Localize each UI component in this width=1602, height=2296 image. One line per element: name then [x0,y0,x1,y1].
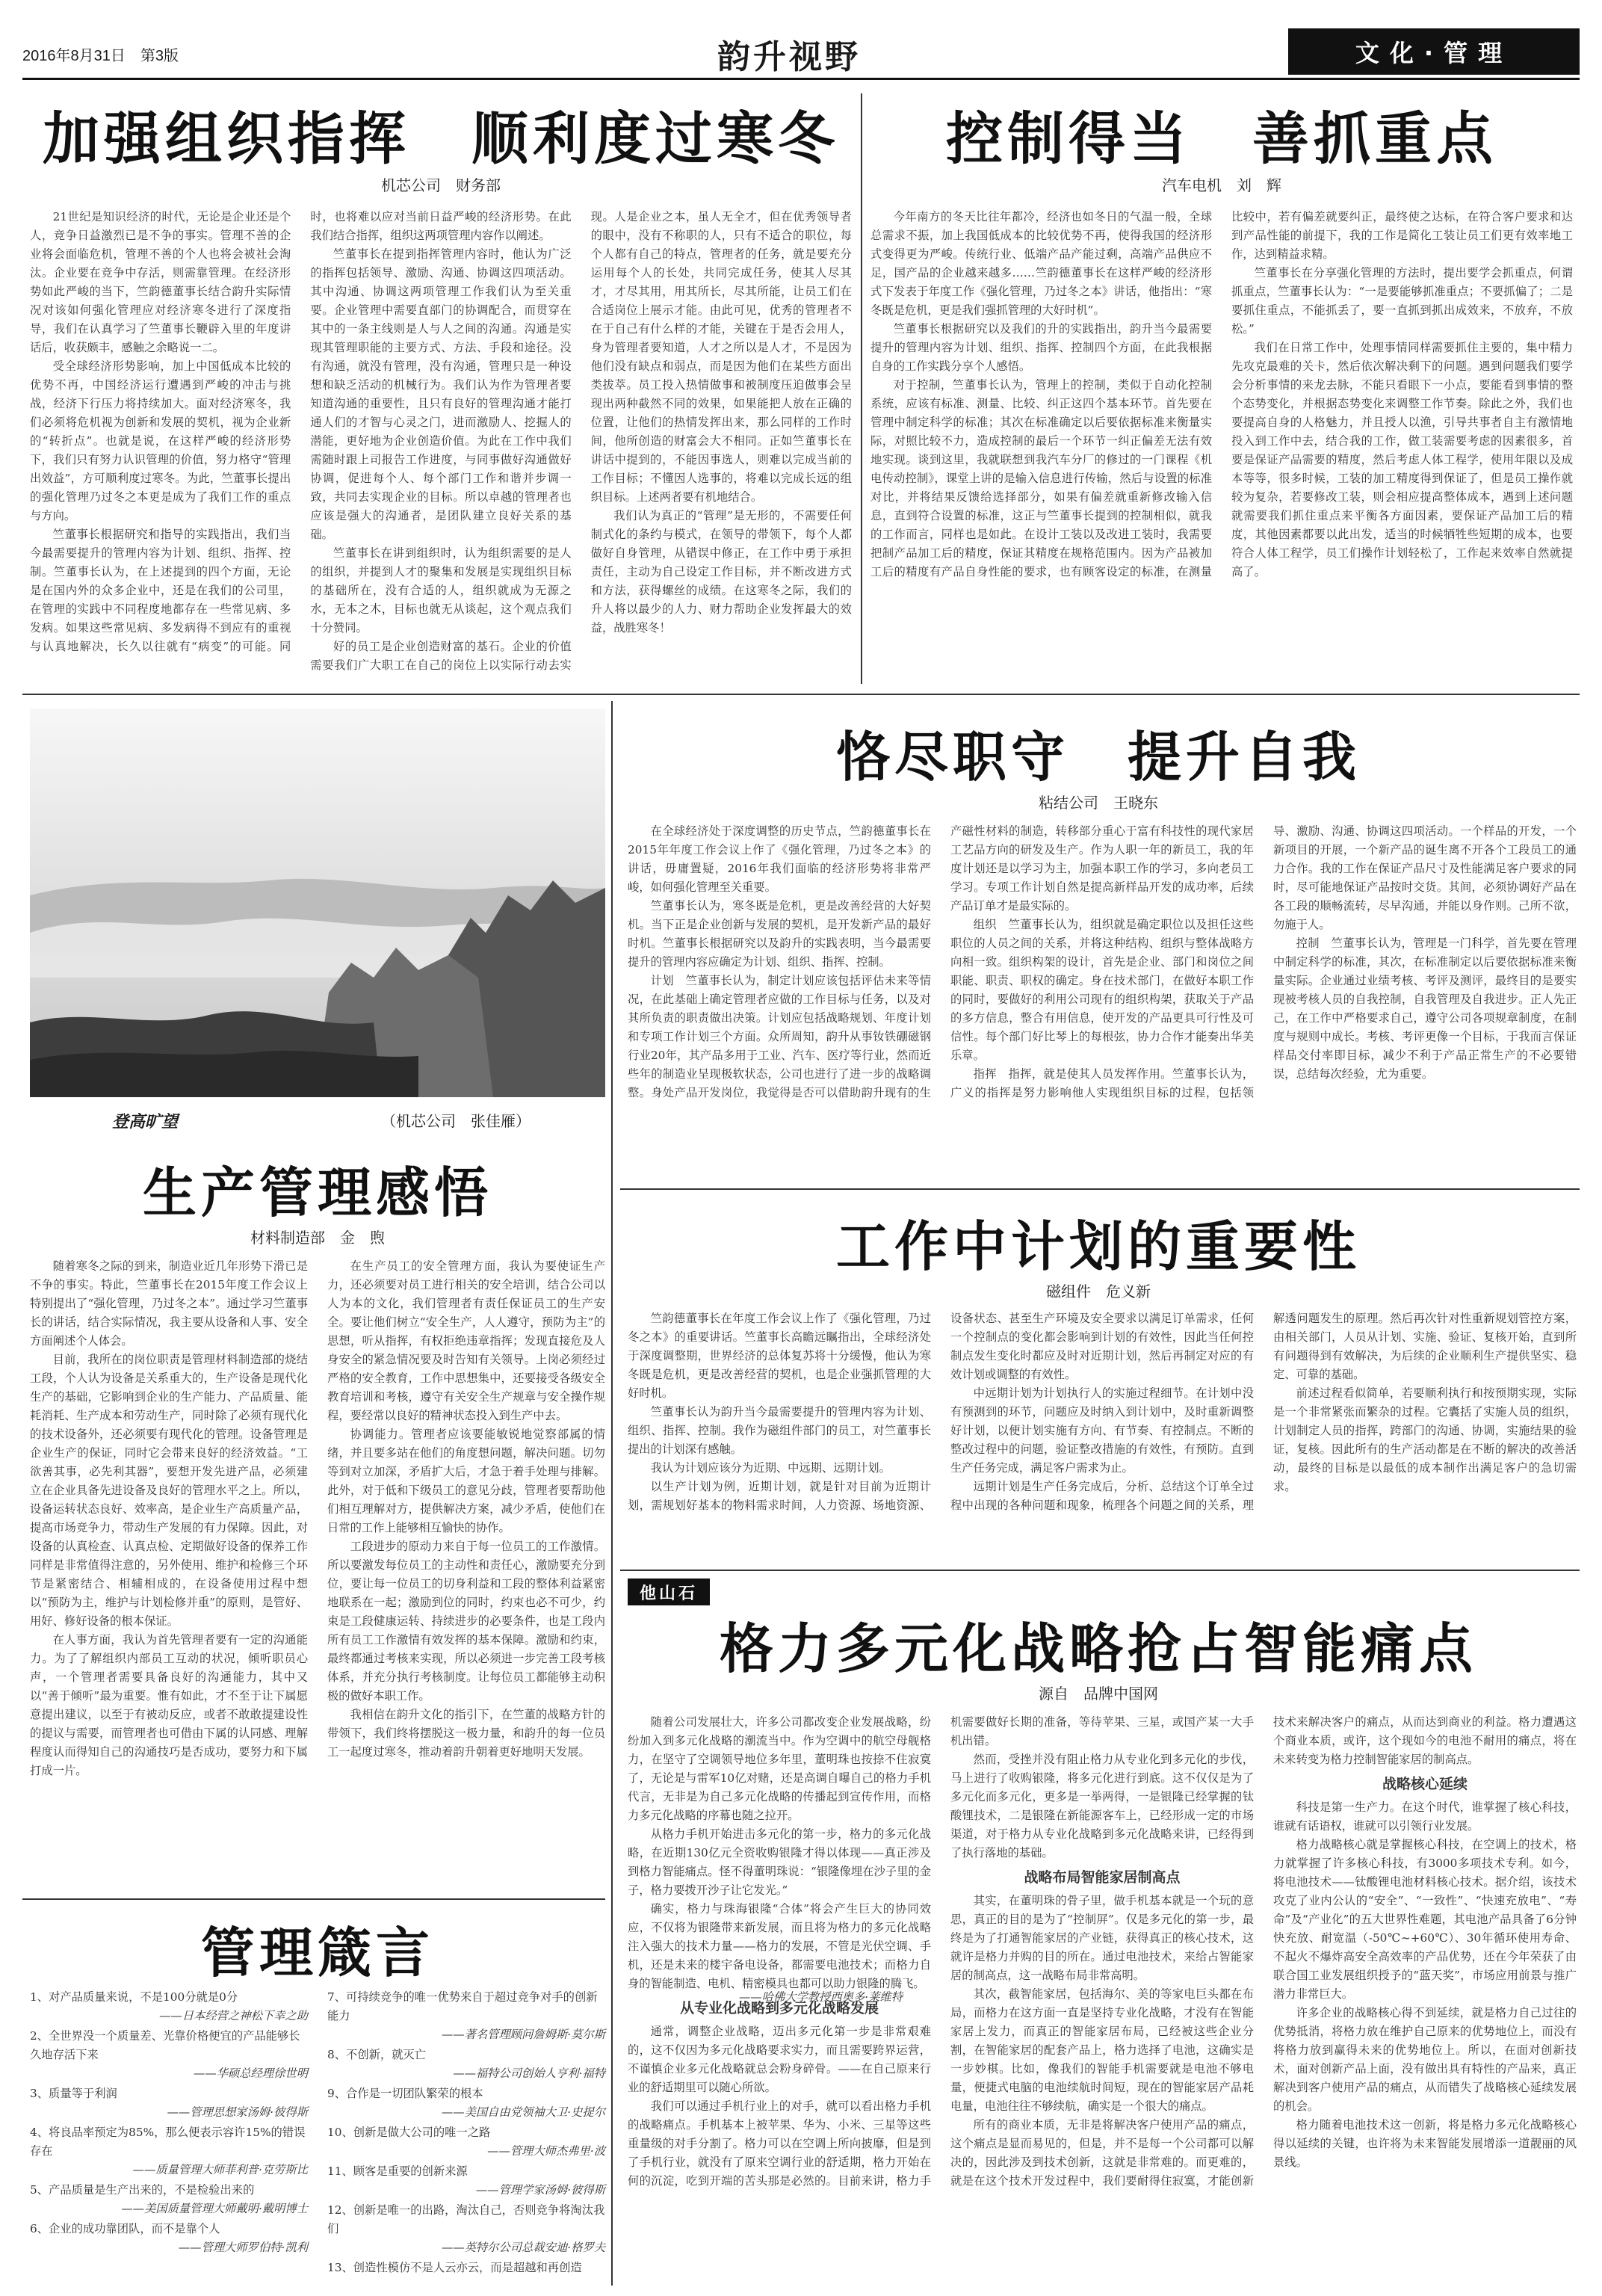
paragraph: 然而，受挫并没有阻止格力从专业化到多元化的步伐，马上进行了收购银隆，将多元化进行到底。这不仅仅是为了多元化而多元化，更多是一举两得，一是银隆已经掌握的钛酸锂技术，二是银隆在新能源客车上，已经形成一定的市场渠道，对于格力从专业化战略到多元化战略来讲，已经得到了执行落地的基础。 [950,1753,1254,1860]
paragraph: 其次，截智能家居，包括海尔、美的等家电巨头都在布局，而格力在这方面一直是坚持专业化战略，才没有在智能家居上发力，而真正的智能家居布局，已经被这些企业分割，在智能家居的配套产品上，格力选择了电池，这确实是一步妙棋。比如，像我们的智能手机需要就是电池不够电量，便捷式电脑的电池续航时间短，现在的智能家居产品耗电量，电池往往不够续航，确实是一个很大的痛点。 [950,1987,1254,2113]
paragraph: 竺董事长认为韵升当今最需要提升的管理内容为计划、组织、指挥、控制。我作为磁组件部门的员工，对竺董事长提出的计划深有感触。 [628,1405,931,1456]
subheading: 战略布局智能家居制高点 [1024,1869,1181,1886]
paragraph: 协调能力。管理者应该要能敏锐地觉察部属的情绪，并且要多站在他们的角度想问题，解决问题。切勿等到对立加深，矛盾扩大后，才急于着手处理与排解。此外，对于低和下级员工的意见分歧，管理者要帮助他们相互理解对方，提供解决方案，减少矛盾，使他们在日常的工作上能够相互愉快的协作。 [327,1428,605,1534]
paragraph: 科技是第一生产力。在这个时代，谁掌握了核心科技，谁就有话语权，谁就可以引领行业发展。 [1273,1800,1577,1833]
article-3-byline: 粘结公司 王晓东 [1039,794,1158,812]
article-2-title: 控制得当 善抓重点 [946,105,1497,172]
section-divider-left-1 [22,1898,605,1900]
quote-item: 12、创新是唯一的出路，淘汰自己，否则竞争将淘汰我们 ——英特尔公司总裁安迪·格罗夫 [327,2203,605,2254]
paragraph: 前述过程看似简单，若要顺利执行和按预期实现，实际是一个非常紧张而繁杂的过程。它囊括了实施人员的组织，计划制定人员的指挥，跨部门的沟通、协调，实施结果的验证，复核。因此所有的生产活动都是在不断的解决的改善活动，最终的目标是以最低的成本制作出满足客户的急切需求。 [1273,1386,1577,1493]
quote-item: 5、产品质量是生产出来的，不是检验出来的 ——美国质量管理大师戴明·戴明博士 [30,2183,308,2215]
paragraph: 格力战略核心就是掌握核心科技，在空调上的技术，格力就掌握了许多核心科技，有3000多项技术专利。如今，将电池技术——钛酸锂电池材料核心技术。据介绍，该技术攻克了业内公认的“安全”、“一致性”、“快速充放电”、“寿命”及“产业化”的五大世界性难题，其电池产品具备了6分钟快充放、耐宽温（-50℃~+60℃）、30年循环使用寿命、不起火不爆炸高安全高效率的产品优势，还在今年荣获了由联合国工业发展组织授予的“蓝天奖”，市场应用前景与推广潜力非常巨大。 [1273,1838,1577,2001]
paragraph: 组织 竺董事长认为，组织就是确定职位以及担任这些职位的人员之间的关系，并将这种结构、组织与整体战略方向相一致。组织构架的设计，首先是企业、部门和岗位之间职能、职责、职权的确定。身在技术部门，在做好本职工作的同时，要做好的利用公司现有的组织构架，获取关于产品的多方信息，整合有用信息，使开发的产品更具可行性及可信性。每个部门好比琴上的每根弦，协力合作才能奏出华美乐章。 [950,918,1254,1062]
article-1-byline: 机芯公司 财务部 [381,176,501,194]
quote-item: 7、可持续竞争的唯一优势来自于超过竞争对手的创新能力 ——著名管理顾问詹姆斯·莫尔斯 [327,1990,605,2041]
paragraph: 在全球经济处于深度调整的历史节点，竺韵德董事长在2015年年度工作会议上作了《强化管理，乃过冬之本》的讲话，毋庸置疑，2016年我们面临的经济形势将非常严峻，如何强化管理至关重要。 [628,824,931,894]
article-5-byline: 磁组件 危义新 [1046,1283,1151,1300]
article-7-title: 管理箴言 [200,1922,434,1984]
article-6-byline: 源自 品牌中国网 [1039,1685,1158,1703]
paragraph: 在生产员工的安全管理方面，我认为要使证生产力，还必须要对员工进行相关的安全培训，结合公司以人为本的文化，我们管理者有责任保证员工的生产安全。要让他们树立“安全生产，人人遵守，预防为主”的思想，听从指挥，有权拒绝违章指挥；发现直接危及人身安全的紧急情况要及时告知有关领导。上岗必须经过严格的安全教育，工作中思想集中，还要接受各级安全教育培训和考核，遵守有关安全生产规章与安全操作规程，要经常以良好的精神状态投入到生产中去。 [327,1259,605,1422]
quote-item: 13、创造性模仿不是人云亦云，而是超越和再创造 ——哈佛大学教授西奥多·莱维特 [327,1990,903,2274]
quote-item: 6、企业的成功靠团队，而不是靠个人 ——管理大师罗伯特·凯利 [30,2222,308,2254]
column-tag: 他山石 [628,1578,710,1605]
quote-item: 2、全世界没一个质量差、光靠价格便宜的产品能够长久地存活下来 ——华硕总经理徐世明 [30,2029,308,2080]
article-3-body [628,822,1577,1181]
paragraph: 我们认为真正的“管理”是无形的，不需要任何制式化的条约与模式，在领导的带领下，每个人都做好自身管理，从错误中修正，在工作中勇于承担责任，主动为自己设定工作目标，并不断改进方式和方法，获得螺丝的成绩。在这寒冬之际，我们的升人将以最少的人力、财力帮助企业发挥最大的效益，战胜寒冬！ [590,509,852,635]
paragraph: 21世纪是知识经济的时代，无论是企业还是个人，竞争日益激烈已是不争的事实。管理不善的企业将会面临危机，管理不善的个人也将会被社会淘汰。企业要在竞争中存活，则需靠管理。在经济形势如此严峻的当下，竺韵德董事长结合韵升实际情况对该如何强化管理应对经济寒冬进行了深度指导，我们在认真学习了竺董事长鞭辟入里的年度讲话后，收获颇丰，感触之余略说一二。 [30,210,291,354]
section-divider-right-2 [620,1570,1580,1571]
paragraph: 控制 竺董事长认为，管理是一门科学，首先要在管理中制定科学的标准，其次，在标准制定以后要依据标准来衡量实际。企业通过业绩考核、考评及测评，最终目的是要实现被考核人员的自我控制，自我管理及自我进步。正人先正己，在工作中严格要求自己，遵守公司各项规章制度，在制度与规则中成长。考核、考评更像一个目标，于我而言保证样品交付率即目标，减少不利于产品正常生产的不必要错误，总结每次经验，尤为重要。 [1273,936,1577,1081]
paragraph: 竺董事长根据研究以及我们的升的实践指出，韵升当今最需要提升的管理内容为计划、组织、指挥、控制四个方面，在此我根据自身的工作实践分享个人感悟。 [870,322,1212,373]
article-3-title: 恪尽职守 提升自我 [835,726,1361,789]
article-5-title: 工作中计划的重要性 [835,1215,1361,1278]
section-divider-right-1 [620,1188,1580,1190]
article-5-body [628,1309,1577,1564]
paragraph: 所有的商业本质，无非是将解决客户使用产品的痛点，这个痛点是显而易见的，但是，并不是每一个公司都可以解决的，因此涉及到技术创新，这就是非常难的。而更难的，就是在这个技术开发过程中，我们要耐得住寂寞，才能创新技术来解决客户的痛点，从而达到商业的利益。格力遭遇这个商业本质，或许，这个现如今的电池不耐用的痛点，将在未来转变为格力控制智能家居的制高点。 [950,1715,1577,2188]
paragraph: 竺董事长在分享强化管理的方法时，提出要学会抓重点，何谓抓重点，竺董事长认为：“一是要能够抓准重点；不要抓偏了；二是要抓住重点，不能抓丢了，要一直抓到抓出成效来，不放弃，不放松。” [1231,266,1573,336]
paragraph: 我认为计划应该分为近期、中远期、远期计划。 [650,1461,891,1475]
article-2-byline: 汽车电机 刘 辉 [1162,176,1281,194]
paragraph: 好的员工是企业创造财富的基石。企业的价值需要我们广大职工在自己的岗位上以实际行动去实现。人是企业之本，虽人无全才，但在优秀领导者的眼中，没有不称职的人，只有不适合的职位，每个人都有自己的特点，管理者的任务，就是要充分运用每个人的长处，共同完成任务，使其人尽其才，才尽其用，用其所长，尽其所能，让员工们在合适岗位上展示才能。由此可见，优秀的管理者不在于自己有什么样的才能，关键在于是否会用人，身为管理者要知道，人才之所以是人才，不是因为他们没有缺点和弱点，而是因为他们在某些方面出类拔萃。员工投入热情做事和被制度压迫做事会呈现出两种截然不同的效果，如果能把人放在正确的位置，让他们的热情发挥出来，那么同样的工作时间，他所创造的财富会大不相同。正如竺董事长在讲话中提到的，不能因事选人，则难以完成当前的工作目标；不懂因人选事的，将难以完成长远的组织目标。上述两者要有机地结合。 [310,210,852,672]
paragraph: 我相信在韵升文化的指引下，在竺董的战略方针的带领下，我们终将摆脱这一极力量，和韵升的每一位员工一起度过寒冬，推动着韵升朝着更好地明天发展。 [327,1708,605,1759]
paragraph: 许多企业的战略核心得不到延续，就是格力自己过往的优势抵消，将格力放在维护自己原来的优势地位上，而没有将格力放到赢得未来的优势地位上。所以，在面对创新技术，面对创新产品上面，没有做出具有特性的产品来，真正解决到客户使用产品的痛点，从而错失了战略核心延续发展的机会。 [1273,2006,1577,2113]
quote-item: 11、顾客是重要的创新来源 ——管理学家汤姆·彼得斯 [327,2164,605,2197]
masthead-rule [22,78,1580,80]
article-1-title: 加强组织指挥 顺利度过寒冬 [43,105,839,172]
paragraph: 竺董事长在讲到组织时，认为组织需要的是人的组织，并提到人才的聚集和发展是实现组织目标的基础所在，没有合适的人，组织就成为无源之水，无本之木，目标也就无从谈起，这个观点我们十分赞同。 [310,546,572,635]
paragraph: 今年南方的冬天比往年都冷，经济也如冬日的气温一般，全球总需求不振，加上我国低成本的比较优势不再，使得我国的经济形式变得更为严峻。传统行业、低端产品产能过剩，高端产品供应不足，国产品的企业越来越多……竺韵德董事长在这样严峻的经济形式下发表于年度工作《强化管理，乃过冬之本》讲话，他指出：“寒冬既是危机，更是我们强抓管理的大好时机”。 [870,210,1212,317]
article-6-title: 格力多元化战略抢占智能痛点 [719,1617,1477,1680]
quote-item: 8、不创新，就灭亡 ——福特公司创始人亨利·福特 [327,2048,605,2080]
paragraph: 在人事方面，我认为首先管理者要有一定的沟通能力。为了了解组织内部员工互动的状况，倾听职员心声，一个管理者需要具备良好的沟通能力，其中又以“善于倾听”最为重要。惟有如此，才不至于让下属愿意提出建议，以至于有被动反应，或者不敢敢提建设性的提议与需要，而管理者也可借由下属的认同感、理解程度认而得知自己的沟通技巧是否成功，要努力和下属打成一片。 [30,1633,308,1777]
paragraph: 竺董事长根据研究和指导的实践指出，我们当今最需要提升的管理内容为计划、组织、指挥、控制。竺董事长认为，在上述提到的四个方面，无论是在国内外的众多企业中，还是在我们的公司里，在管理的实践中不同程度地都存在一些常见病、多发病。如果这些常见病、多发病得不到应有的重视与认真地解决，长久以往就有“病变”的可能。同时，也将难以应对当前日益严峻的经济形势。在此我们结合指挥，组织这两项管理内容作以阐述。 [30,210,572,653]
quote-item: 1、对产品质量来说，不是100分就是0分 ——日本经营之神松下幸之助 [30,1990,308,2022]
article-2-body [870,208,1573,686]
paragraph: 确实，格力与珠海银隆“合体”将会产生巨大的协同效应，不仅将为银隆带来新发展，而且将为格力的多元化战略注入强大的技术力量——格力的发展，不管是光伏空调、手机，还是未来的楼宇备电设备，都需要电池技术；而格力自身的智能制造、电机、精密模具也都可以助力银隆的腾飞。 [628,1902,931,1990]
photo-caption-credit: （机芯公司 张佳雁） [381,1112,531,1130]
section-divider-1 [22,694,1580,695]
article-1-body [30,208,852,686]
paragraph: 中远期计划为计划执行人的实施过程细节。在计划中没有预测到的环节，问题应及时纳入到计划中，及时重新调整好计划，以便计划实施有方向、有节奏、有控制点。不断的整改过程中的问题，验证整改措施的有效性，有预防。直到生产任务完成，满足客户需求为止。 [950,1386,1254,1475]
article-4-byline: 材料制造部 金 煦 [250,1229,385,1247]
paragraph: 计划 竺董事长认为，制定计划应该包括评估未来等情况，在此基础上确定管理者应做的工作目标与任务，以及对其所负责的职责做出决策。计划应包括战略规划、年度计划和专项工作计划三个方面。众所周知，韵升从事钕铁硼磁钢行业20年，其产品多用于工业、汽车、医疗等行业，然而近些年的制造业呈现极软状态，公司也进行了进一步的战略调整。身处产品开发岗位，我觉得是否可以借助韵升现有的生产磁性材料的制造，转移部分重心于富有科技性的现代家居工艺品方向的研发及生产。作为人职一年的新员工，我的年度计划还是以学习为主，加强本职工作的学习，多向老员工学习。专项工作计划自然是提高新样品开发的成功率，后续产品订单才是最实际的。 [628,824,1254,1099]
article-4-body [30,1257,605,1892]
quote-item: 9、合作是一切团队繁荣的根本 ——美国自由党领袖大卫·史提尔 [327,2087,605,2119]
paragraph: 对于控制，竺董事长认为，管理上的控制，类似于自动化控制系统，应该有标准、测量、比较、纠正这四个基本环节。首先要在管理中制定科学的标准；其次在标准确定以后要依据标准来衡量实际，对照比较不力，造成控制的最后一个环节一纠正偏差无法有效地实现。谈到这里，我就联想到我汽车分厂的修过的一门课程《机电传动控制》，课堂上讲的是输入信息进行传输，然后与设置的标准对比，并将结果反馈给选择部分，如果有偏差就重新修改输入信息，直到符合设置的标准，这正与竺董事长提到的控制相似，就我的工作而言，同样也是如此。在设计工装以及改进工装时，我需要把制产品加工后的精度，保证其精度在规格范围内。因为产品被加工后的精度有产品自身性能的要求，也有顾客设定的标准，在测量比较中，若有偏差就要纠正，最终使之达标，在符合客户要求和达到产品性能的前提下，我的工作是简化工装让员工们更有效率地工作，达到精益求精。 [870,210,1573,578]
paragraph: 竺董事长认为，寒冬既是危机，更是改善经营的大好契机。当下正是企业创新与发展的契机，是开发新产品的最好时机。竺董事长根据研究以及韵升的实践表明，当今最需要提升的管理内容应确定为计划、组织、指挥、控制。 [628,899,931,969]
subheading: 战略核心延续 [1382,1776,1468,1792]
paragraph: 受全球经济形势影响，加上中国低成本比较的优势不再，中国经济运行遭遇到严峻的冲击与挑战，经济下行压力将持续加大。面对经济寒冬，我们必须将危机视为创新和发展的契机，视为企业新的“转折点”。也就是说，在这样严峻的经济形势下，我们只有努力认识管理的价值，努力格守“管理出效益”，方可顺利度过寒冬。为此，竺董事长提出的强化管理乃过冬之本更是成为了我们工作的重点与方向。 [30,359,291,522]
newspaper-name: 韵升视野 [717,38,861,76]
paragraph: 其实，在董明珠的骨子里，做手机基本就是一个玩的意思，真正的目的是为了“控制屏”。仅是多元化的第一步，最终是为了打通智能家居的产业链，获得真正的核心技术，这就许是格力并购的目的所在。通过电池技术，来给占智能家居的制高点，这一战略布局非常高明。 [950,1894,1254,1982]
paragraph: 竺韵德董事长在年度工作会议上作了《强化管理，乃过冬之本》的重要讲话。竺董事长高瞻远瞩指出，全球经济处于深度调整期，世界经济的总体复苏将十分缓慢，他认为寒冬既是危机，更是改善经营的契机，也是企业强抓管理的大好时机。 [628,1312,931,1400]
quote-item: 10、创新是做大公司的唯一之路 ——管理大师杰弗里·波 [327,2126,605,2158]
paragraph: 指挥 指挥，就是使其人员发挥作用。竺董事长认为，广义的指挥是努力影响他人实现组织目标的过程，包括领导、激励、沟通、协调这四项活动。一个样品的开发，一个新项目的开展，一个新产品的诞生离不开各个工段员工的通力合作。我的工作在保证产品尺寸及性能满足客户要求的同时，尽可能地保证产品按时交货。其间，必须协调好产品在各工段的顺畅流转，尽早沟通，并能以身作则。己所不欲，勿施于人。 [950,824,1577,1099]
paragraph: 从格力手机开始进击多元化的第一步，格力的多元化战略，在近期130亿元全资收购银隆才得以体现——真正涉及到格力智能痛点。怪不得董明珠说：“银隆像埋在沙子里的金子，格力要拨开沙子让它发光。” [628,1827,931,1897]
paragraph: 工段进步的原动力来自于每一位员工的工作激情。所以要激发每位员工的主动性和责任心，激励要充分到位，要让每一位员工的切身利益和工段的整体利益紧密地联系在一起；激励到位的同时，约束也必不可少，约束是工段健康运转、持续进步的必要条件，也是工段内所有员工工作激情有效发挥的基本保障。激励和约束，最终都通过考核来实现，所以必须进一步完善工段考核体系，并充分执行考核制度。让每位员工都能够主动积极的做好本职工作。 [327,1540,605,1703]
section-banner: 文化·管理 [1288,28,1580,75]
paragraph: 格力随着电池技术这一创新，将是格力多元化战略核心得以延续的关键，也许将为未来智能发展增添一道靓丽的风景线。 [1273,2118,1577,2169]
paragraph: 以生产计划为例，近期计划，就是针对目前为近期计划，需规划好基本的物料需求时间，人力资源、场地资源、设备状态、甚至生产环境及安全要求以满足订单需求，任何一个控制点的变化都会影响到计划的有效性，因此当任何控制点发生变化时都应及时对近期计划，然后再制定对应的有效计划或调整的有效性。 [628,1312,1254,1512]
paragraph: 竺董事长在提到指挥管理内容时，他认为广泛的指挥包括领导、激励、沟通、协调这四项活动。其中沟通、协调这两项管理工作我们认为至关重要。企业管理中需要直部门的协调配合，而贯穿在其中的一条主线则是人与人之间的沟通。沟通是实现其管理职能的主要方式、方法、手段和途径。没有沟通，就没有管理，没有沟通，管理只是一种设想和缺乏活动的机械行为。我们认为作为管理者要知道沟通的重要性，且只有良好的管理沟通才能打通人们的才智与心灵之门，进而激励人、挖掘人的潜能，更好地为企业创造价值。为此在工作中我们需随时跟上司报告工作进度，与同事做好沟通做好协调，促进每个人、每个部门工作和谐并步调一致，共同去实现企业的目标。所以卓越的管理者也应该是强大的沟通者，是团队建立良好关系的基础。 [310,247,572,541]
landscape-photo [30,709,605,1097]
mountain-illustration [30,709,605,1097]
paragraph: 目前，我所在的岗位职责是管理材料制造部的烧结工段，个人认为设备是关系重大的，生产设备是现代化生产的基础，它影响到企业的生产能力、产品质量、能耗消耗、生产成本和劳动生产，同时除了必须有现代化的技术设备外，还必须要有现代化的管理。设备管理是企业生产的保证，同时它会带来良好的经济效益。“工欲善其事，必先利其器”，要想开发先进产品，必须建立在企业具备先进设备及良好的管理水平之上。所以，设备运转状态良好、效率高，是企业生产高质量产品，提高市场竞争力，带动生产发展的有力保障。因此，对设备的认真检查、认真点检、定期做好设备的保养工作同样是非常值得注意的，另外使用、维护和检修三个环节是紧密结合、相辅相成的，在设备使用过程中想以“预防为主，维护与计划检修并重”的原则，是管好、用好、修好设备的根本保证。 [30,1353,308,1628]
article-4-title: 生产管理感悟 [142,1161,492,1224]
masthead-date: 2016年8月31日 第3版 [22,48,179,64]
paragraph: 我们在日常工作中，处理事情同样需要抓住主要的，集中精力先攻克最难的关卡，然后依次解决剩下的问题。遇到问题我们要学会分析事情的来龙去脉，不能只看眼下一小点，要能看到事情的整个态势变化，并根据态势变化来调整工作节奏。除此之外，我们也要提高自身的人格魅力，并且授人以渔，引导共事者自主有激情地投入到工作中去，结合我的工作，做工装需要考虑的因素很多，首要是保证产品需要的精度，然后考虑人体工程学，使用年限以及成本等等，很多时候，工装的加工精度得到保证了，但是员工操作就较为复杂，若要修改工装，则会相应提高整体成本，遇到上述问题就需要我们抓住重点来平衡各方面因素，要保证产品加工后的精度，其他因素都要以此出发，适当的时候牺牲些短期的成本，也要符合人体工程学，员工们操作计划轻松了，工作起来效率自然就提高了。 [1231,341,1573,578]
quote-item: 4、将良品率预定为85%，那么便表示容许15%的错误存在 ——质量管理大师菲利普·克劳斯比 [30,2126,308,2176]
paragraph: 远期计划是生产任务完成后，分析、总结这个订单全过程中出现的各种问题和现象，梳理各个问题之间的关系，理解透问题发生的原理。然后再次针对性重新规划管控方案，由相关部门，人员从计划、实施、验证、复核开始，直到所有问题得到有效解决，为后续的企业顺利生产提供坚实、稳定、可靠的基础。 [950,1312,1577,1512]
column-divider-top [861,93,862,684]
paragraph: 我们可以通过手机行业上的对手，就可以看出格力手机的战略痛点。手机基本上被苹果、华为、小米、三星等这些重量级的对手分割了。格力可以在空调上所向披靡，但是到了手机行业，就没有了原来空调行业的舒适期，格力开始在何的沉淀，吃到开端的苦头那是必然的。目前来讲，格力手机需要做好长期的准备，等待苹果、三星，或国产某一大手机出错。 [628,1715,1254,2188]
paragraph: 随着公司发展壮大，许多公司都改变企业发展战略，纷纷加入到多元化战略的潮流当中。作为空调中的航空母舰格力，在坚守了空调领导地位多年里，董明珠也按捺不住寂寞了，无论是与雷军10亿对赌，还是高调自曝自己的格力手机代言，无非是为自己多元化战略的传播起到宣传作用，而格力多元化战略的序幕也随之拉开。 [628,1715,931,1822]
quote-item: 3、质量等于利润 ——管理思想家汤姆·彼得斯 [30,2087,308,2119]
column-divider-mid [611,701,613,2286]
photo-caption-title: 登高旷望 [112,1112,179,1132]
subheading: 从专业化战略到多元化战略发展 [679,2000,879,2016]
paragraph: 通常，调整企业战略，迈出多元化第一步是非常艰难的，这不仅因为多元化战略要求实力，而且需要跨界运营，不谨慎企业多元化战略就总会粉身碎骨。——在自己原来行业的舒适期里可以随心所欲。 [628,2025,931,2094]
paragraph: 随着寒冬之际的到来，制造业近几年形势下滑已是不争的事实。特此，竺董事长在2015年度工作会议上特别提出了“强化管理，乃过冬之本”。通过学习竺董事长的讲话，结合实际情况，我主要从设备和人事、安全方面阐述个人体会。 [30,1259,308,1348]
